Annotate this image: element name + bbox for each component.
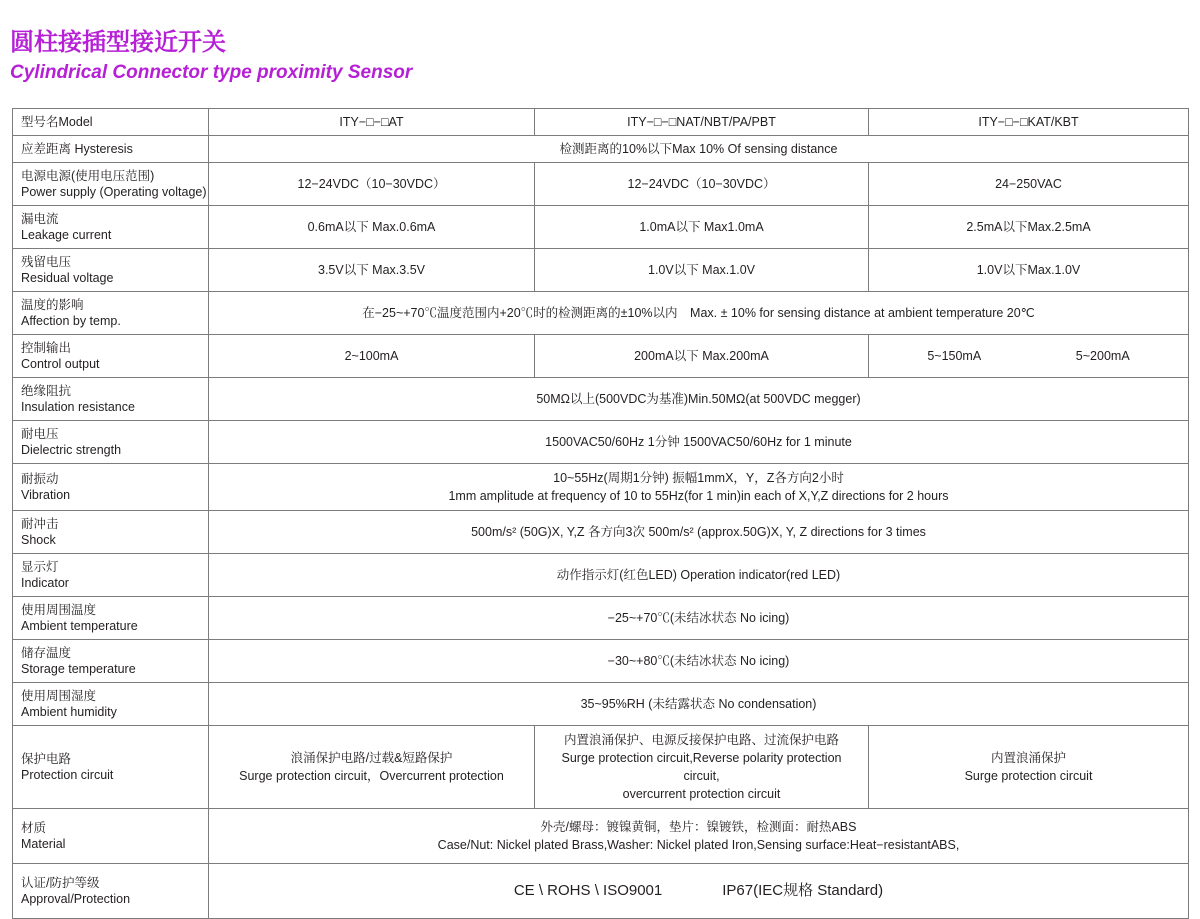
cell-model-col3: ITY−□−□KAT/KBT (869, 109, 1189, 136)
cell-insulation-value: 50MΩ以上(500VDC为基准)Min.50MΩ(at 500VDC megger) (209, 378, 1189, 421)
row-label-en: Insulation resistance (21, 400, 135, 414)
row-label-dielectric-strength (13, 421, 209, 464)
cell-control-col3 (869, 335, 1189, 378)
row-label-en: Approval/Protection (21, 892, 131, 906)
cell-protection-col1-line2: Surge protection circuit，Overcurrent protection (239, 769, 504, 783)
row-label-temp-affection (13, 292, 209, 335)
row-label-en: Protection circuit (21, 768, 114, 782)
row-label-cn: 使用周围湿度 (21, 689, 97, 703)
row-label-cn: 保护电路 (21, 752, 72, 766)
row-label-hysteresis (13, 136, 209, 163)
row-label-en: Leakage current (21, 228, 112, 242)
cell-dielectric-value: 1500VAC50/60Hz 1分钟 1500VAC50/60Hz for 1 minute (209, 421, 1189, 464)
row-label-en: Ambient humidity (21, 705, 117, 719)
cell-indicator-value: 动作指示灯(红色LED) Operation indicator(red LED) (209, 554, 1189, 597)
cell-residual-col1: 3.5V以下 Max.3.5V (209, 249, 535, 292)
table-row (13, 335, 1189, 378)
table-row (13, 864, 1189, 919)
cell-approval-certifications: CE \ ROHS \ ISO9001 (513, 882, 663, 899)
specifications-table (12, 108, 1189, 919)
row-label-cn: 残留电压 (21, 255, 72, 269)
cell-residual-col2: 1.0V以下 Max.1.0V (535, 249, 869, 292)
row-label-cn: 型号名Model (21, 115, 93, 129)
row-label-protection-circuit (13, 726, 209, 809)
row-label-material (13, 809, 209, 864)
row-label-power-supply (13, 163, 209, 206)
cell-protection-col3 (869, 726, 1189, 809)
row-label-control-output (13, 335, 209, 378)
row-label-ambient-humidity (13, 683, 209, 726)
row-label-cn: 温度的影响 (21, 298, 84, 312)
cell-material-line2: Case/Nut: Nickel plated Brass,Washer: Nickel plated Iron,Sensing surface:Heat−resistantABS, (437, 838, 960, 852)
cell-residual-col3: 1.0V以下Max.1.0V (869, 249, 1189, 292)
cell-control-col3-a: 5~150mA (927, 349, 982, 363)
table-row (13, 378, 1189, 421)
row-label-en: Shock (21, 533, 56, 547)
table-row (13, 109, 1189, 136)
page-title-en: Cylindrical Connector type proximity Sensor (10, 62, 413, 83)
cell-temp-affection-value: 在−25~+70℃温度范围内+20℃时的检测距离的±10%以内 Max. ± 10% for sensing distance at ambient temperature 20℃ (209, 292, 1189, 335)
row-label-storage-temperature (13, 640, 209, 683)
row-label-en: Affection by temp. (21, 314, 121, 328)
row-label-approval-protection (13, 864, 209, 919)
cell-control-col3-b: 5~200mA (1075, 349, 1130, 363)
row-label-cn: 漏电流 (21, 212, 59, 226)
cell-model-col2: ITY−□−□NAT/NBT/PA/PBT (535, 109, 869, 136)
row-label-cn: 显示灯 (21, 560, 59, 574)
table-row (13, 464, 1189, 511)
cell-leakage-col2: 1.0mA以下 Max1.0mA (535, 206, 869, 249)
row-label-en: Residual voltage (21, 271, 114, 285)
row-label-vibration (13, 464, 209, 511)
cell-shock-value: 500m/s² (50G)X, Y,Z 各方向3次 500m/s² (approx.50G)X, Y, Z directions for 3 times (209, 511, 1189, 554)
table-row (13, 421, 1189, 464)
cell-approval-ip-rating: IP67(IEC规格 Standard) (722, 882, 884, 899)
table-row (13, 163, 1189, 206)
cell-power-col3: 24−250VAC (869, 163, 1189, 206)
row-label-cn: 耐振动 (21, 472, 59, 486)
cell-approval-value (209, 864, 1189, 919)
row-label-en: Vibration (21, 488, 71, 502)
cell-leakage-col3: 2.5mA以下Max.2.5mA (869, 206, 1189, 249)
row-label-cn: 应差距离 Hysteresis (21, 142, 133, 156)
cell-storage-temperature-value: −30~+80℃(未结冰状态 No icing) (209, 640, 1189, 683)
row-label-cn: 使用周围温度 (21, 603, 97, 617)
table-row (13, 683, 1189, 726)
row-label-en: Storage temperature (21, 662, 136, 676)
cell-protection-col2-line2: Surge protection circuit,Reverse polarity protection circuit, (561, 751, 842, 783)
cell-protection-col1 (209, 726, 535, 809)
table-row (13, 136, 1189, 163)
row-label-en: Ambient temperature (21, 619, 138, 633)
row-label-cn: 电源电源(使用电压范围) (21, 169, 155, 183)
row-label-en: Control output (21, 357, 100, 371)
row-label-cn: 耐冲击 (21, 517, 59, 531)
table-row (13, 249, 1189, 292)
cell-model-col1: ITY−□−□AT (209, 109, 535, 136)
cell-vibration-line2: 1mm amplitude at frequency of 10 to 55Hz(for 1 min)in each of X,Y,Z directions for 2 hours (448, 489, 949, 503)
row-label-cn: 耐电压 (21, 427, 59, 441)
cell-protection-col2 (535, 726, 869, 809)
row-label-cn: 控制输出 (21, 341, 72, 355)
cell-protection-col3-line2: Surge protection circuit (964, 769, 1093, 783)
cell-vibration-line1: 10~55Hz(周期1分钟) 振幅1mmX，Y，Z各方向2小时 (553, 471, 844, 485)
cell-material-line1: 外壳/螺母：镀镍黄铜，垫片：镍镀铁，检测面：耐热ABS (540, 820, 857, 834)
cell-power-col1: 12−24VDC（10−30VDC） (209, 163, 535, 206)
cell-power-col2: 12−24VDC（10−30VDC） (535, 163, 869, 206)
cell-control-col2: 200mA以下 Max.200mA (535, 335, 869, 378)
table-row (13, 206, 1189, 249)
cell-protection-col2-line1: 内置浪涌保护、电源反接保护电路、过流保护电路 (563, 733, 839, 747)
cell-protection-col2-line3: overcurrent protection circuit (622, 787, 781, 801)
table-row (13, 554, 1189, 597)
cell-protection-col1-line1: 浪涌保护电路/过载&短路保护 (290, 751, 453, 765)
cell-control-col1: 2~100mA (209, 335, 535, 378)
table-row (13, 809, 1189, 864)
row-label-en: Indicator (21, 576, 69, 590)
cell-material-value (209, 809, 1189, 864)
cell-vibration-value (209, 464, 1189, 511)
cell-leakage-col1: 0.6mA以下 Max.0.6mA (209, 206, 535, 249)
row-label-model (13, 109, 209, 136)
cell-protection-col3-line1: 内置浪涌保护 (990, 751, 1066, 765)
table-row (13, 511, 1189, 554)
row-label-residual-voltage (13, 249, 209, 292)
row-label-en: Material (21, 837, 66, 851)
cell-ambient-humidity-value: 35~95%RH (未结露状态 No condensation) (209, 683, 1189, 726)
row-label-shock (13, 511, 209, 554)
page-title-cn: 圆柱接插型接近开关 (10, 29, 226, 56)
row-label-indicator (13, 554, 209, 597)
table-row (13, 726, 1189, 809)
row-label-en: Dielectric strength (21, 443, 122, 457)
row-label-cn: 认证/防护等级 (21, 876, 100, 890)
row-label-insulation-resistance (13, 378, 209, 421)
page-title (10, 28, 412, 86)
cell-ambient-temperature-value: −25~+70℃(未结冰状态 No icing) (209, 597, 1189, 640)
table-row (13, 640, 1189, 683)
table-row (13, 292, 1189, 335)
cell-hysteresis-value: 检测距离的10%以下Max 10% Of sensing distance (209, 136, 1189, 163)
row-label-cn: 绝缘阻抗 (21, 384, 72, 398)
row-label-ambient-temperature (13, 597, 209, 640)
row-label-cn: 储存温度 (21, 646, 72, 660)
table-row (13, 597, 1189, 640)
row-label-en: Power supply (Operating voltage) (21, 185, 207, 199)
row-label-leakage-current (13, 206, 209, 249)
row-label-cn: 材质 (21, 821, 47, 835)
